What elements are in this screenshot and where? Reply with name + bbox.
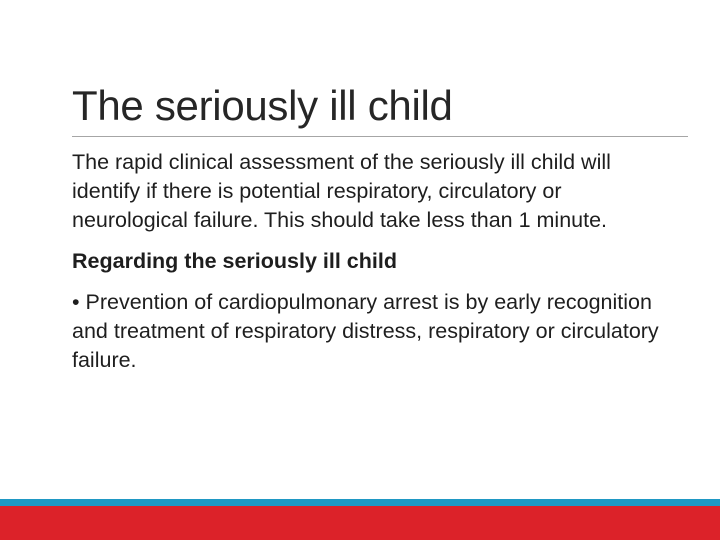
- footer-red-band: [0, 506, 720, 540]
- slide-title: The seriously ill child: [72, 82, 453, 129]
- assessment-paragraph: The rapid clinical assessment of the seriously ill child will identify if there is potential respiratory, circulatory or neurological failure. This should take less than 1 minute.: [72, 150, 611, 232]
- prevention-bullet: • Prevention of cardiopulmonary arrest is by early recognition and treatment of respiratory distress, respiratory or circulatory failure.: [72, 290, 659, 372]
- subheading: Regarding the seriously ill child: [72, 249, 397, 273]
- title-divider: [72, 136, 688, 137]
- slide-body: [72, 148, 672, 375]
- footer-blue-band: [0, 499, 720, 506]
